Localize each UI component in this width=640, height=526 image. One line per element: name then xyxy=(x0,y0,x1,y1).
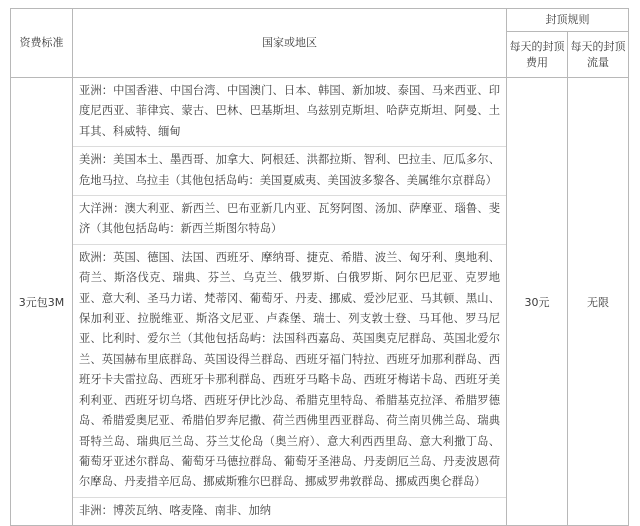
international-roaming-rate-table xyxy=(10,8,629,526)
header-daily-cap-flow-line2: 流量 xyxy=(587,55,609,69)
region-block-americas: 美洲：美国本土、墨西哥、加拿大、阿根廷、洪都拉斯、智利、巴拉圭、厄瓜多尔、危地马拉、乌拉圭（其他包括岛屿：美国夏威夷、美国波多黎各、美属维尔京群岛） xyxy=(73,147,506,196)
table-row xyxy=(11,78,629,526)
region-block-europe: 欧洲：英国、德国、法国、西班牙、摩纳哥、捷克、希腊、波兰、匈牙利、奥地利、荷兰、斯洛伐克、瑞典、芬兰、乌克兰、俄罗斯、白俄罗斯、阿尔巴尼亚、克罗地亚、意大利、圣马力诺、梵蒂冈、葡萄牙、丹麦、挪威、爱沙尼亚、马其顿、黑山、保加利亚、拉脱维亚、斯洛文尼亚、卢森堡、瑞士、列支敦士登、马耳他、罗马尼亚、比利时、爱尔兰（其他包括岛屿：法国科西嘉岛、英国奥克尼群岛、英国北爱尔兰、英国赫布里底群岛、英国设得兰群岛、西班牙福门特拉、西班牙加那利群岛、西班牙卡夫雷拉岛、西班牙卡那利群岛、西班牙马略卡岛、西班牙梅诺卡岛、西班牙美利利亚、西班牙切乌塔、西班牙伊比沙岛、希腊克里特岛、希腊基克拉泽、希腊罗德岛、希腊爱奥尼亚、希腊伯罗奔尼撒、荷兰西佛里西亚群岛、荷兰南贝佛兰岛、瑞典哥特兰岛、瑞典厄兰岛、芬兰艾伦岛（奥兰府）、意大利西西里岛、意大利撒丁岛、葡萄牙亚述尔群岛、葡萄牙马德拉群岛、葡萄牙圣港岛、丹麦朗厄兰岛、丹麦波恩荷尔摩岛、丹麦措辛厄岛、挪威斯雅尔巴群岛、挪威罗弗敦群岛、挪威西奥仑群岛） xyxy=(73,245,506,498)
header-daily-cap-flow-line1: 每天的封顶 xyxy=(570,39,626,53)
header-daily-cap-flow xyxy=(568,32,629,78)
header-row-group xyxy=(11,9,629,32)
header-capping-rule: 封顶规则 xyxy=(507,9,629,32)
header-daily-cap-fee-line1: 每天的封顶 xyxy=(509,39,565,53)
header-rate-standard: 资费标准 xyxy=(11,9,73,78)
cell-daily-cap-fee: 30元 xyxy=(507,78,568,526)
region-block-africa: 非洲：博茨瓦纳、喀麦隆、南非、加纳 xyxy=(79,503,272,517)
region-block-oceania: 大洋洲：澳大利亚、新西兰、巴布亚新几内亚、瓦努阿图、汤加、萨摩亚、瑙鲁、斐济（其他包括岛屿：新西兰斯图尔特岛） xyxy=(73,196,506,245)
cell-daily-cap-flow: 无限 xyxy=(568,78,629,526)
table-header xyxy=(11,9,629,78)
header-daily-cap-fee xyxy=(507,32,568,78)
table-body xyxy=(11,78,629,526)
header-country-region: 国家或地区 xyxy=(73,9,507,78)
cell-country-region xyxy=(73,78,507,526)
region-block-asia: 亚洲：中国香港、中国台湾、中国澳门、日本、韩国、新加坡、泰国、马来西亚、印度尼西亚、菲律宾、蒙古、巴林、巴基斯坦、乌兹别克斯坦、哈萨克斯坦、阿曼、土耳其、科威特、缅甸 xyxy=(73,78,506,147)
cell-rate-standard: 3元包3M xyxy=(11,78,73,526)
header-daily-cap-fee-line2: 费用 xyxy=(526,55,548,69)
